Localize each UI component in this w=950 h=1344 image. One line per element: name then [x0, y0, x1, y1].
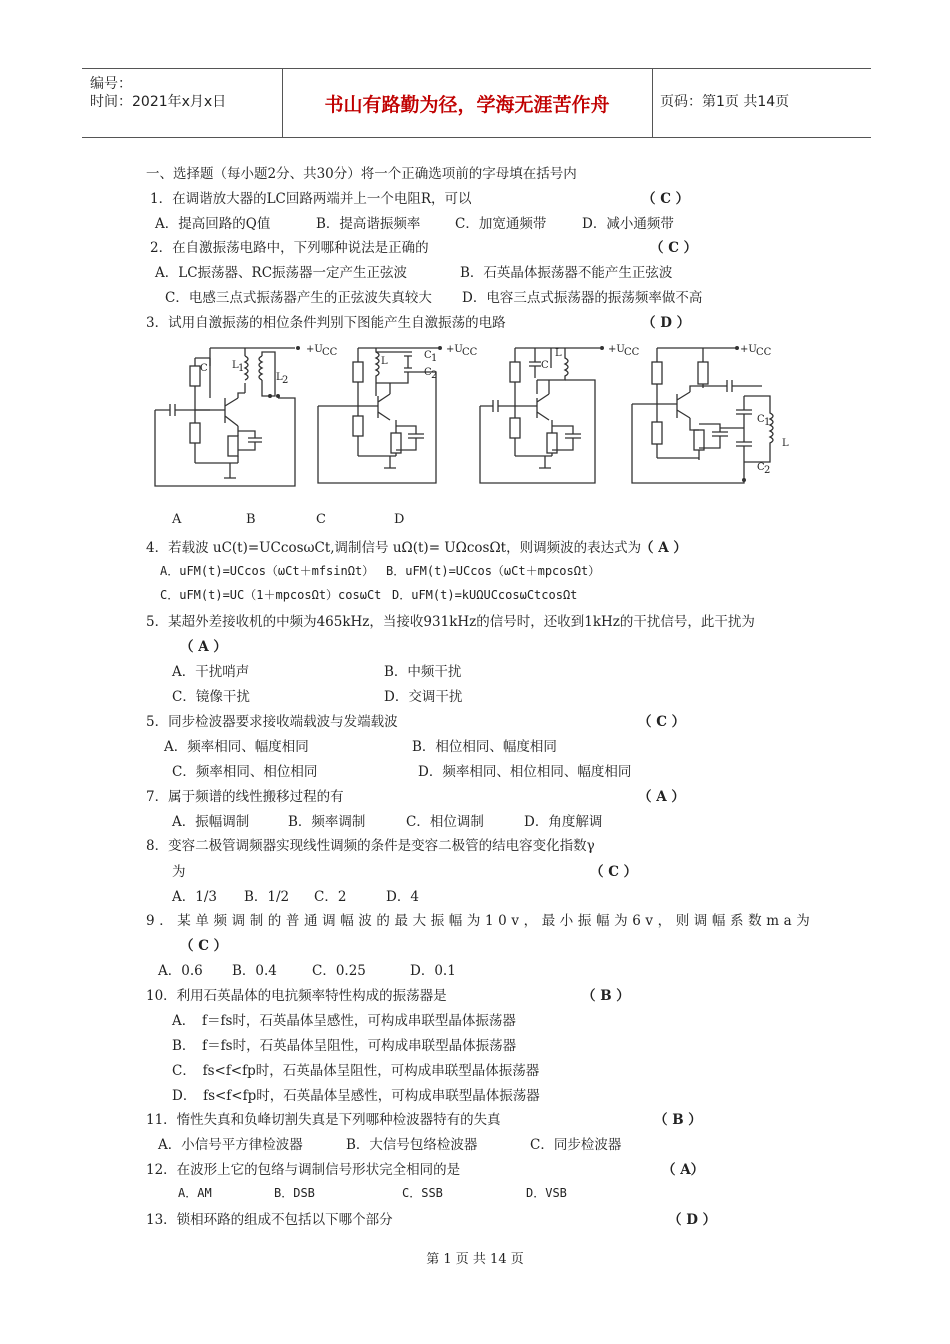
- q2-answer: （ C ）: [650, 240, 698, 256]
- q12-stem: 12．在波形上它的包络与调制信号形状完全相同的是: [146, 1162, 461, 1178]
- q13-stem: 13．锁相环路的组成不包括以下哪个部分: [146, 1212, 393, 1228]
- q8-option: C．2: [314, 889, 347, 905]
- q8-option: D．4: [386, 889, 419, 905]
- circuit-d: [632, 344, 789, 483]
- svg-text:L: L: [381, 356, 388, 367]
- svg-text:+U: +U: [306, 344, 323, 355]
- q10-option: C． fs<f<fp时，石英晶体呈阻性，可构成串联型晶体振荡器: [172, 1063, 540, 1079]
- circuit-c: [480, 344, 640, 483]
- q5a-option: B．中频干扰: [384, 664, 462, 680]
- q3-answer: （ D ）: [642, 315, 691, 331]
- q2-stem: 2．在自激振荡电路中，下列哪种说法是正确的: [150, 240, 429, 256]
- svg-text:CC: CC: [624, 347, 640, 358]
- circuit-label-c: C: [316, 512, 326, 527]
- q10-stem: 10．利用石英晶体的电抗频率特性构成的振荡器是: [146, 988, 447, 1004]
- q1-option: B．提高谐振频率: [316, 216, 421, 232]
- q4-answer: （ A ）: [640, 540, 687, 556]
- q1-stem: 1．在调谐放大器的LC回路两端并上一个电阻R，可以: [150, 191, 472, 207]
- svg-text:CC: CC: [462, 347, 478, 358]
- q11-option: A．小信号平方律检波器: [158, 1137, 303, 1153]
- circuit-label-d: D: [394, 512, 405, 527]
- q4-stem: 4．若载波 uC(t)=UCcosωCt,调制信号 uΩ(t)= UΩcosΩt，则调频波的表达式为: [146, 540, 642, 556]
- svg-text:L: L: [232, 360, 239, 371]
- q4-option: D．uFM(t)=kUΩUCcosωCtcosΩt: [392, 588, 578, 602]
- q7-answer: （ A ）: [638, 789, 685, 805]
- q5a-option: D．交调干扰: [384, 689, 463, 705]
- q4-option: A．uFM(t)=UCcos（ωCt＋mfsinΩt）: [160, 564, 375, 578]
- page-footer: 第 1 页 共 14 页: [426, 1252, 524, 1267]
- q9-option: B．0.4: [232, 963, 277, 979]
- q11-option: B．大信号包络检波器: [346, 1137, 478, 1153]
- q11-option: C．同步检波器: [530, 1137, 622, 1153]
- q12-option: B．DSB: [274, 1186, 315, 1200]
- q12-answer: （ A）: [662, 1162, 705, 1178]
- svg-text:+U: +U: [608, 344, 625, 355]
- svg-text:C: C: [757, 414, 765, 425]
- q2-option: D．电容三点式振荡器的振荡频率做不高: [462, 290, 703, 306]
- svg-text:+U: +U: [740, 344, 757, 355]
- svg-text:C: C: [424, 367, 432, 378]
- q10-option: B． f＝fs时，石英晶体呈阻性，可构成串联型晶体振荡器: [172, 1038, 517, 1054]
- q9-option: A．0.6: [158, 963, 203, 979]
- q11-stem: 11．惰性失真和负峰切割失真是下列哪种检波器特有的失真: [146, 1112, 501, 1128]
- svg-text:2: 2: [431, 370, 438, 381]
- svg-text:L: L: [276, 372, 283, 383]
- q7-option: C．相位调制: [406, 814, 484, 830]
- svg-text:+U: +U: [446, 344, 463, 355]
- q1-answer: （ C ）: [642, 191, 690, 207]
- q7-option: D．角度解调: [524, 814, 603, 830]
- circuit-diagrams: [150, 338, 790, 498]
- q10-answer: （ B ）: [582, 988, 630, 1004]
- q11-answer: （ B ）: [654, 1112, 702, 1128]
- q5a-option: C．镜像干扰: [172, 689, 250, 705]
- svg-text:1: 1: [238, 363, 245, 374]
- svg-text:CC: CC: [322, 347, 338, 358]
- circuit-label-b: B: [246, 512, 256, 527]
- q7-option: B．频率调制: [288, 814, 366, 830]
- q9-stem: 9．某单频调制的普通调幅波的最大振幅为10v，最小振幅为6v，则调幅系数ma为: [146, 913, 815, 929]
- svg-text:C: C: [541, 360, 549, 371]
- svg-text:C: C: [424, 350, 432, 361]
- q10-option: D． fs<f<fp时，石英晶体呈感性，可构成串联型晶体振荡器: [172, 1088, 540, 1104]
- svg-text:L: L: [555, 348, 562, 359]
- q4-option: C．uFM(t)=UC（1＋mpcosΩt）cosωCt: [160, 588, 382, 602]
- q8-option: B．1/2: [244, 889, 290, 905]
- q1-option: A．提高回路的Q值: [155, 216, 271, 232]
- motto: 书山有路勤为径，学海无涯苦作舟: [282, 69, 653, 137]
- q4-option: B．uFM(t)=UCcos（ωCt＋mpcosΩt）: [386, 564, 601, 578]
- time-label: 时间：2021年x月x日: [90, 94, 227, 110]
- q5b-stem: 5．同步检波器要求接收端载波与发端载波: [146, 714, 398, 730]
- q7-option: A．振幅调制: [172, 814, 250, 830]
- svg-text:1: 1: [431, 353, 438, 364]
- q5a-stem: 5．某超外差接收机的中频为465kHz，当接收931kHz的信号时，还收到1kHz的干扰信号，此干扰为: [146, 614, 755, 630]
- q9-option: D．0.1: [410, 963, 456, 979]
- q8-stem-cont: 为: [172, 864, 186, 880]
- header-left-cell: [82, 69, 283, 137]
- q10-option: A． f＝fs时，石英晶体呈感性，可构成串联型晶体振荡器: [172, 1013, 516, 1029]
- page-header: [82, 68, 871, 138]
- q9-answer: （ C ）: [180, 938, 228, 954]
- q1-option: D．减小通频带: [582, 216, 674, 232]
- q3-stem: 3．试用自激振荡的相位条件判别下图能产生自激振荡的电路: [146, 315, 506, 331]
- svg-text:1: 1: [764, 417, 771, 428]
- q2-option: B．石英晶体振荡器不能产生正弦波: [460, 265, 673, 281]
- q5b-option: A．频率相同、幅度相同: [164, 739, 309, 755]
- svg-text:2: 2: [282, 375, 289, 386]
- svg-text:C: C: [757, 462, 765, 473]
- q1-option: C．加宽通频带: [455, 216, 547, 232]
- svg-text:C: C: [200, 363, 208, 374]
- circuit-label-a: A: [172, 512, 182, 527]
- page-label: 页码：第1页 共14页: [660, 94, 790, 110]
- q8-stem: 8．变容二极管调频器实现线性调频的条件是变容二极管的结电容变化指数γ: [146, 838, 595, 854]
- q12-option: A．AM: [178, 1186, 212, 1200]
- q5a-option: A．干扰哨声: [172, 664, 250, 680]
- q12-option: D．VSB: [526, 1186, 567, 1200]
- q12-option: C．SSB: [402, 1186, 443, 1200]
- svg-text:L: L: [782, 438, 789, 449]
- q13-answer: （ D ）: [668, 1212, 717, 1228]
- q8-option: A．1/3: [172, 889, 217, 905]
- circuit-b: [318, 344, 478, 483]
- q5b-option: B．相位相同、幅度相同: [412, 739, 557, 755]
- q2-option: A．LC振荡器、RC振荡器一定产生正弦波: [155, 265, 408, 281]
- svg-text:2: 2: [764, 465, 771, 476]
- q9-option: C．0.25: [312, 963, 366, 979]
- q2-option: C．电感三点式振荡器产生的正弦波失真较大: [165, 290, 432, 306]
- q5a-answer: （ A ）: [180, 639, 227, 655]
- q8-answer: （ C ）: [590, 864, 638, 880]
- svg-text:CC: CC: [756, 347, 772, 358]
- section-title: 一、选择题（每小题2分、共30分）将一个正确选项前的字母填在括号内: [146, 166, 577, 182]
- q5b-option: D．频率相同、相位相同、幅度相同: [418, 764, 632, 780]
- circuit-a: [155, 344, 338, 486]
- code-label: 编号：: [90, 76, 132, 92]
- q5b-answer: （ C ）: [638, 714, 686, 730]
- q5b-option: C．频率相同、相位相同: [172, 764, 318, 780]
- q7-stem: 7．属于频谱的线性搬移过程的有: [146, 789, 344, 805]
